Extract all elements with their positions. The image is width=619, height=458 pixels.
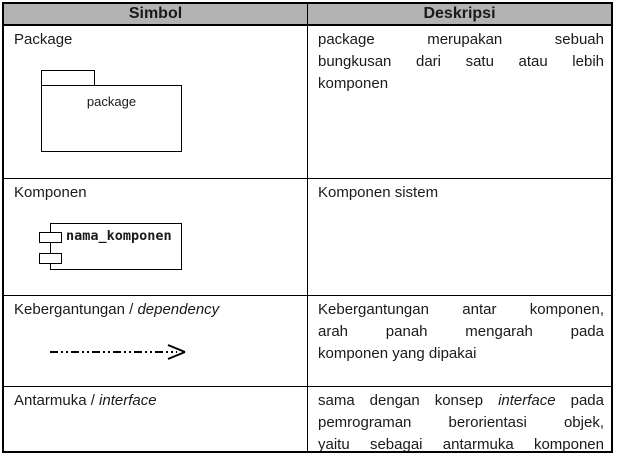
symbol-cell-komponen [4, 179, 308, 296]
symbol-label-antarmuka: Antarmuka / interface [14, 392, 157, 409]
component-name-label: nama_komponen [66, 228, 172, 244]
component-port-bottom [39, 253, 62, 264]
symbol-label-kebergantungan: Kebergantungan / dependency [14, 301, 220, 318]
symbol-description-table [2, 2, 613, 453]
symbol-label-package: Package [14, 31, 73, 48]
component-port-top [39, 232, 62, 243]
symbol-cell-package [4, 26, 308, 179]
description-cell-antarmuka: sama dengan konsep interface pada pemrograman berorientasi objek, yaitu sebagai antarmuka komponen [318, 392, 604, 451]
dependency-arrow-icon [46, 342, 198, 362]
symbol-label-komponen: Komponen [14, 184, 87, 201]
column-header-simbol: Simbol [4, 4, 308, 26]
symbol-cell-antarmuka [4, 387, 308, 451]
description-cell-kebergantungan: Kebergantungan antar komponen, arah panah mengarah pada komponen yang dipakai [308, 296, 611, 387]
description-cell-package: package merupakan sebuah bungkusan dari satu atau lebih komponen [308, 26, 611, 179]
package-tab-shape [41, 70, 95, 86]
symbol-cell-kebergantungan [4, 296, 308, 387]
description-cell-komponen: Komponen sistem [308, 179, 611, 296]
column-header-deskripsi: Deskripsi [308, 4, 611, 26]
package-body-shape [41, 85, 182, 152]
package-name-label: package [86, 94, 137, 109]
